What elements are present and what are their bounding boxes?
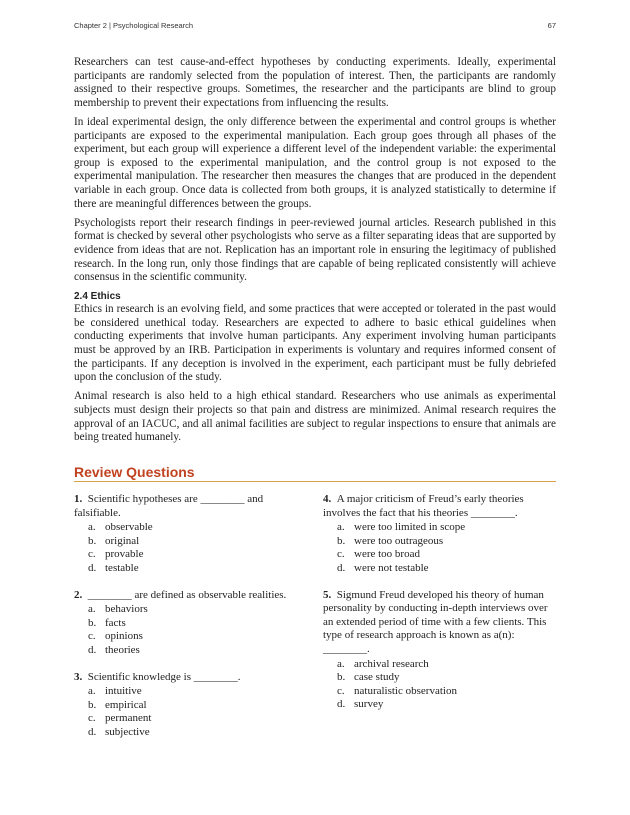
paragraph: Ethics in research is an evolving field, and some practices that were accepted or tolerated in the past would be considered unethical today. Researchers are expected to adhere to basic ethical guidelines when conducting experiments that involve human participants. Any experiment involving human participants must be approved by an IRB. Participation in experiments is voluntary and requires informed consent of the participants. If any deception is involved in the experiment, each participant must be fully debriefed upon the conclusion of the study. xyxy=(74,303,556,384)
paragraph: In ideal experimental design, the only difference between the experimental and control groups is whether participants are exposed to the experimental manipulation. Each group goes through all phases of the experiment, but each group will experience a different level of the independent variable: the experimental group is exposed to the experimental manipulation, and the control group is not exposed to the experimental manipulation. The researcher then measures the changes that are produced in the dependent variable in each group. Once data is collected from both groups, it is analyzed statistically to determine if there are meaningful differences between the groups. xyxy=(74,115,556,210)
option-list xyxy=(74,521,289,575)
option: a. were too limited in scope xyxy=(337,521,466,534)
paragraph: Animal research is also held to a high ethical standard. Researchers who use animals as experimental subjects must design their projects so that pain and distress are minimized. Animal research requires the approval of an IACUC, and all animal facilities are subject to regular inspections to ensure that animals are being treated humanely. xyxy=(74,390,556,444)
option: b. original xyxy=(88,534,140,547)
option: b. facts xyxy=(88,616,126,629)
option: c. permanent xyxy=(88,712,152,725)
option: b. were too outrageous xyxy=(337,534,444,547)
section-heading-ethics: 2.4 Ethics xyxy=(74,291,121,303)
option: a. intuitive xyxy=(88,685,142,698)
body-text xyxy=(74,56,556,450)
question xyxy=(323,589,553,712)
question xyxy=(323,493,553,576)
option: d. were not testable xyxy=(337,561,429,574)
option: a. archival research xyxy=(337,657,429,670)
review-questions-heading: Review Questions xyxy=(74,464,556,482)
page-number: 67 xyxy=(547,21,556,30)
questions-column-left xyxy=(74,493,289,753)
option: b. empirical xyxy=(88,698,147,711)
option: c. were too broad xyxy=(337,548,420,561)
question-stem: 3. Scientific knowledge is ________. xyxy=(74,670,241,683)
question-stem: 1. Scientific hypotheses are ________ and falsifiable. xyxy=(74,493,264,519)
questions-column-right xyxy=(323,493,553,725)
option: d. survey xyxy=(337,698,384,711)
option: d. subjective xyxy=(88,725,150,738)
chapter-title: Chapter 2 | Psychological Research xyxy=(74,21,194,30)
page-header xyxy=(74,21,556,30)
option-list xyxy=(74,603,289,657)
question-stem: 2. ________ are defined as observable realities. xyxy=(74,588,287,601)
option: b. case study xyxy=(337,671,400,684)
question-stem: 4. A major criticism of Freud’s early theories involves the fact that his theories ________. xyxy=(323,493,524,519)
option: c. naturalistic observation xyxy=(337,684,457,697)
question xyxy=(74,589,289,658)
option: d. theories xyxy=(88,643,140,656)
option-list xyxy=(323,658,553,712)
option: a. behaviors xyxy=(88,603,148,616)
question xyxy=(74,493,289,576)
option-list xyxy=(74,685,289,739)
option: d. testable xyxy=(88,561,139,574)
option: c. opinions xyxy=(88,630,143,643)
question xyxy=(74,671,289,740)
paragraph: Psychologists report their research findings in peer-reviewed journal articles. Research published in this format is checked by several other psychologists who serve as a filter separating ideas that are supported by evidence from ideas that are not. Replication has an important role in ensuring the legitimacy of published research. In the long run, only those findings that are capable of being replicated consistently will achieve consensus in the scientific community. xyxy=(74,216,556,284)
paragraph: Researchers can test cause-and-effect hypotheses by conducting experiments. Ideally, experimental participants are randomly selected from the population of interest. Then, the participants are randomly assigned to their respective groups. Sometimes, the researcher and the participants are blind to group membership to prevent their expectations from influencing the results. xyxy=(74,56,556,109)
question-stem: 5. Sigmund Freud developed his theory of human personality by conducting in-depth interviews over an extended period of time with a few clients. This type of research approach is known as a(n): ________. xyxy=(323,588,548,655)
option: c. provable xyxy=(88,548,144,561)
option: a. observable xyxy=(88,521,153,534)
option-list xyxy=(323,521,553,575)
